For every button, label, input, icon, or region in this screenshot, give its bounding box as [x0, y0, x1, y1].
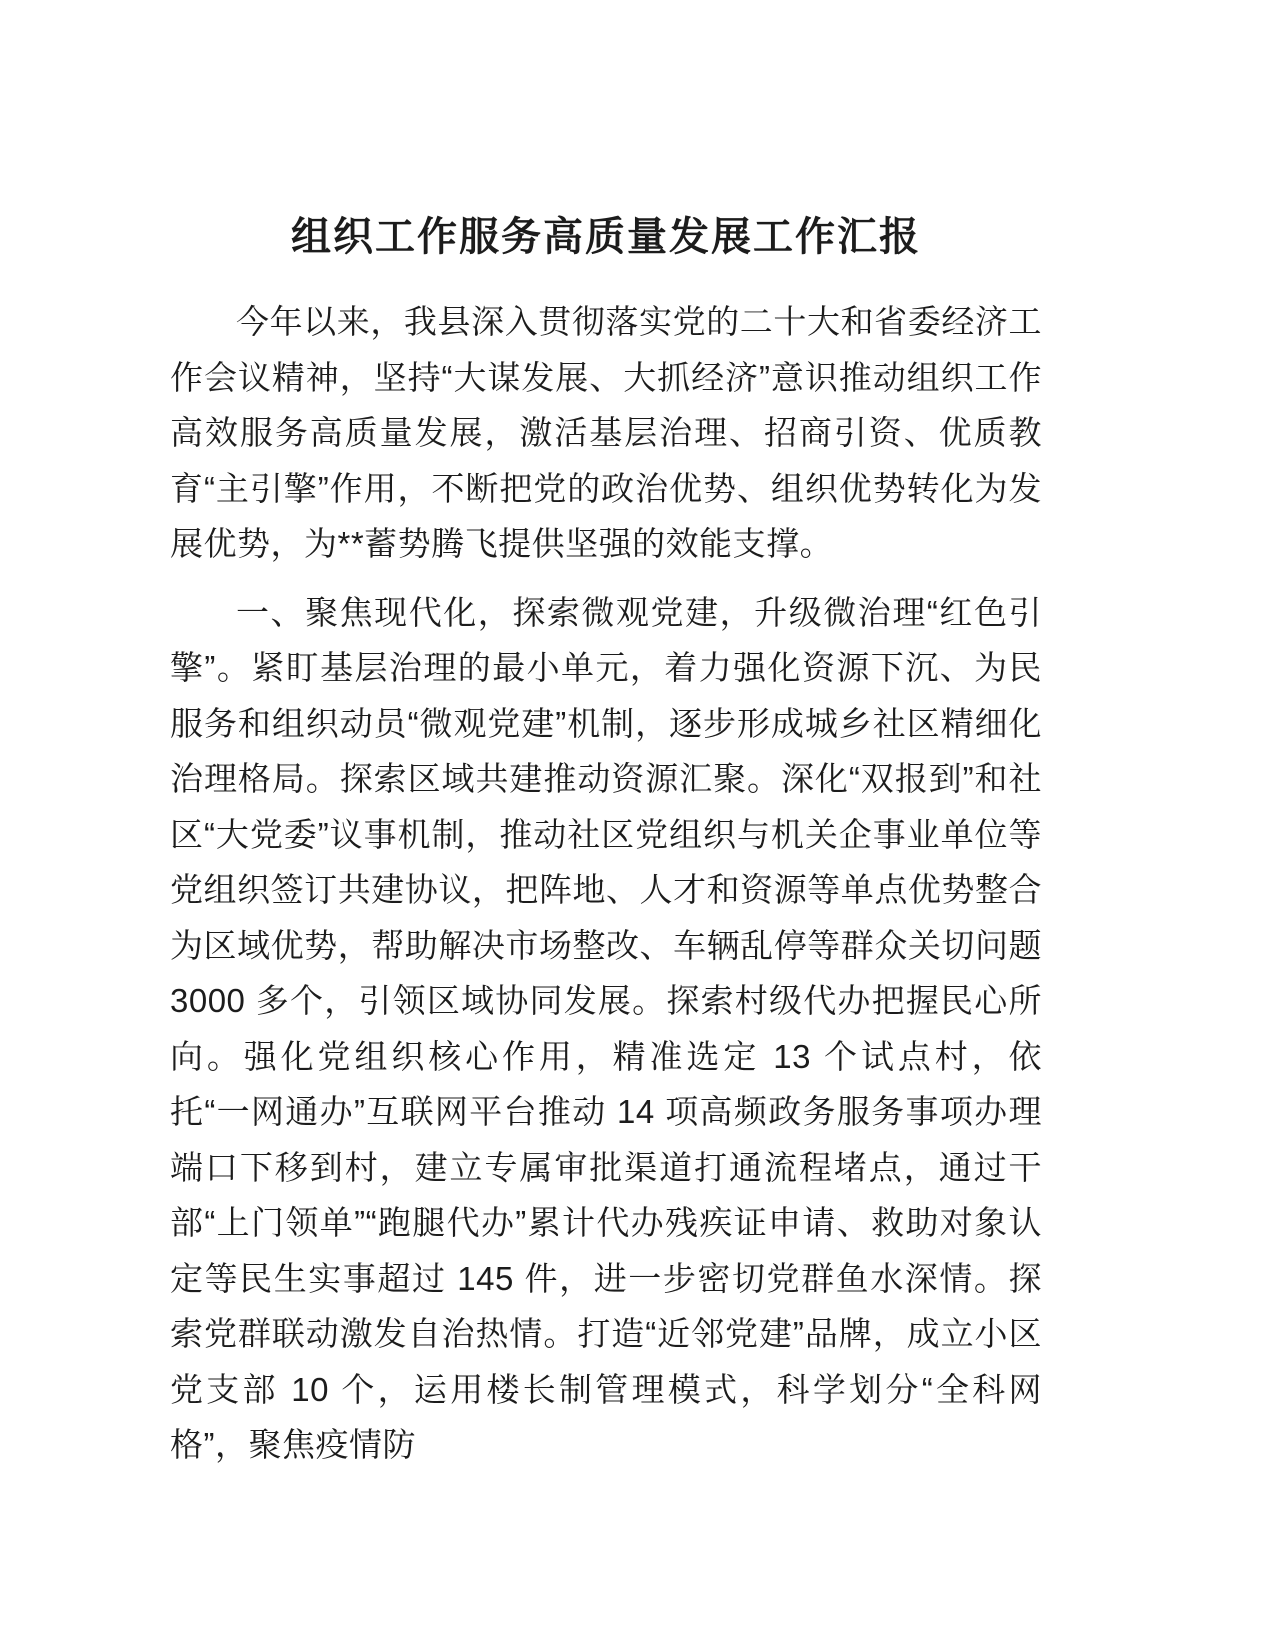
- paragraph-intro: 今年以来，我县深入贯彻落实党的二十大和省委经济工作会议精神，坚持“大谋发展、大抓经济”意识推动组织工作高效服务高质量发展，激活基层治理、招商引资、优质教育“主引擎”作用，不断把党的政治优势、组织优势转化为发展优势，为**蓄势腾飞提供坚强的效能支撑。: [170, 303, 1042, 562]
- document-content: [170, 205, 1042, 1473]
- document-title: 组织工作服务高质量发展工作汇报: [291, 215, 921, 259]
- paragraph-section-1: 一、聚焦现代化，探索微观党建，升级微治理“红色引擎”。紧盯基层治理的最小单元，着力强化资源下沉、为民服务和组织动员“微观党建”机制，逐步形成城乡社区精细化治理格局。探索区域共建推动资源汇聚。深化“双报到”和社区“大党委”议事机制，推动社区党组织与机关企事业单位等党组织签订共建协议，把阵地、人才和资源等单点优势整合为区域优势，帮助解决市场整改、车辆乱停等群众关切问题 3000 多个，引领区域协同发展。探索村级代办把握民心所向。强化党组织核心作用，精准选定 13 个试点村，依托“一网通办”互联网平台推动 14 项高频政务服务事项办理端口下移到村，建立专属审批渠道打通流程堵点，通过干部“上门领单”“跑腿代办”累计代办残疾证申请、救助对象认定等民生实事超过 145 件，进一步密切党群鱼水深情。探索党群联动激发自治热情。打造“近邻党建”品牌，成立小区党支部 10 个，运用楼长制管理模式，科学划分“全科网格”，聚焦疫情防: [170, 593, 1042, 1463]
